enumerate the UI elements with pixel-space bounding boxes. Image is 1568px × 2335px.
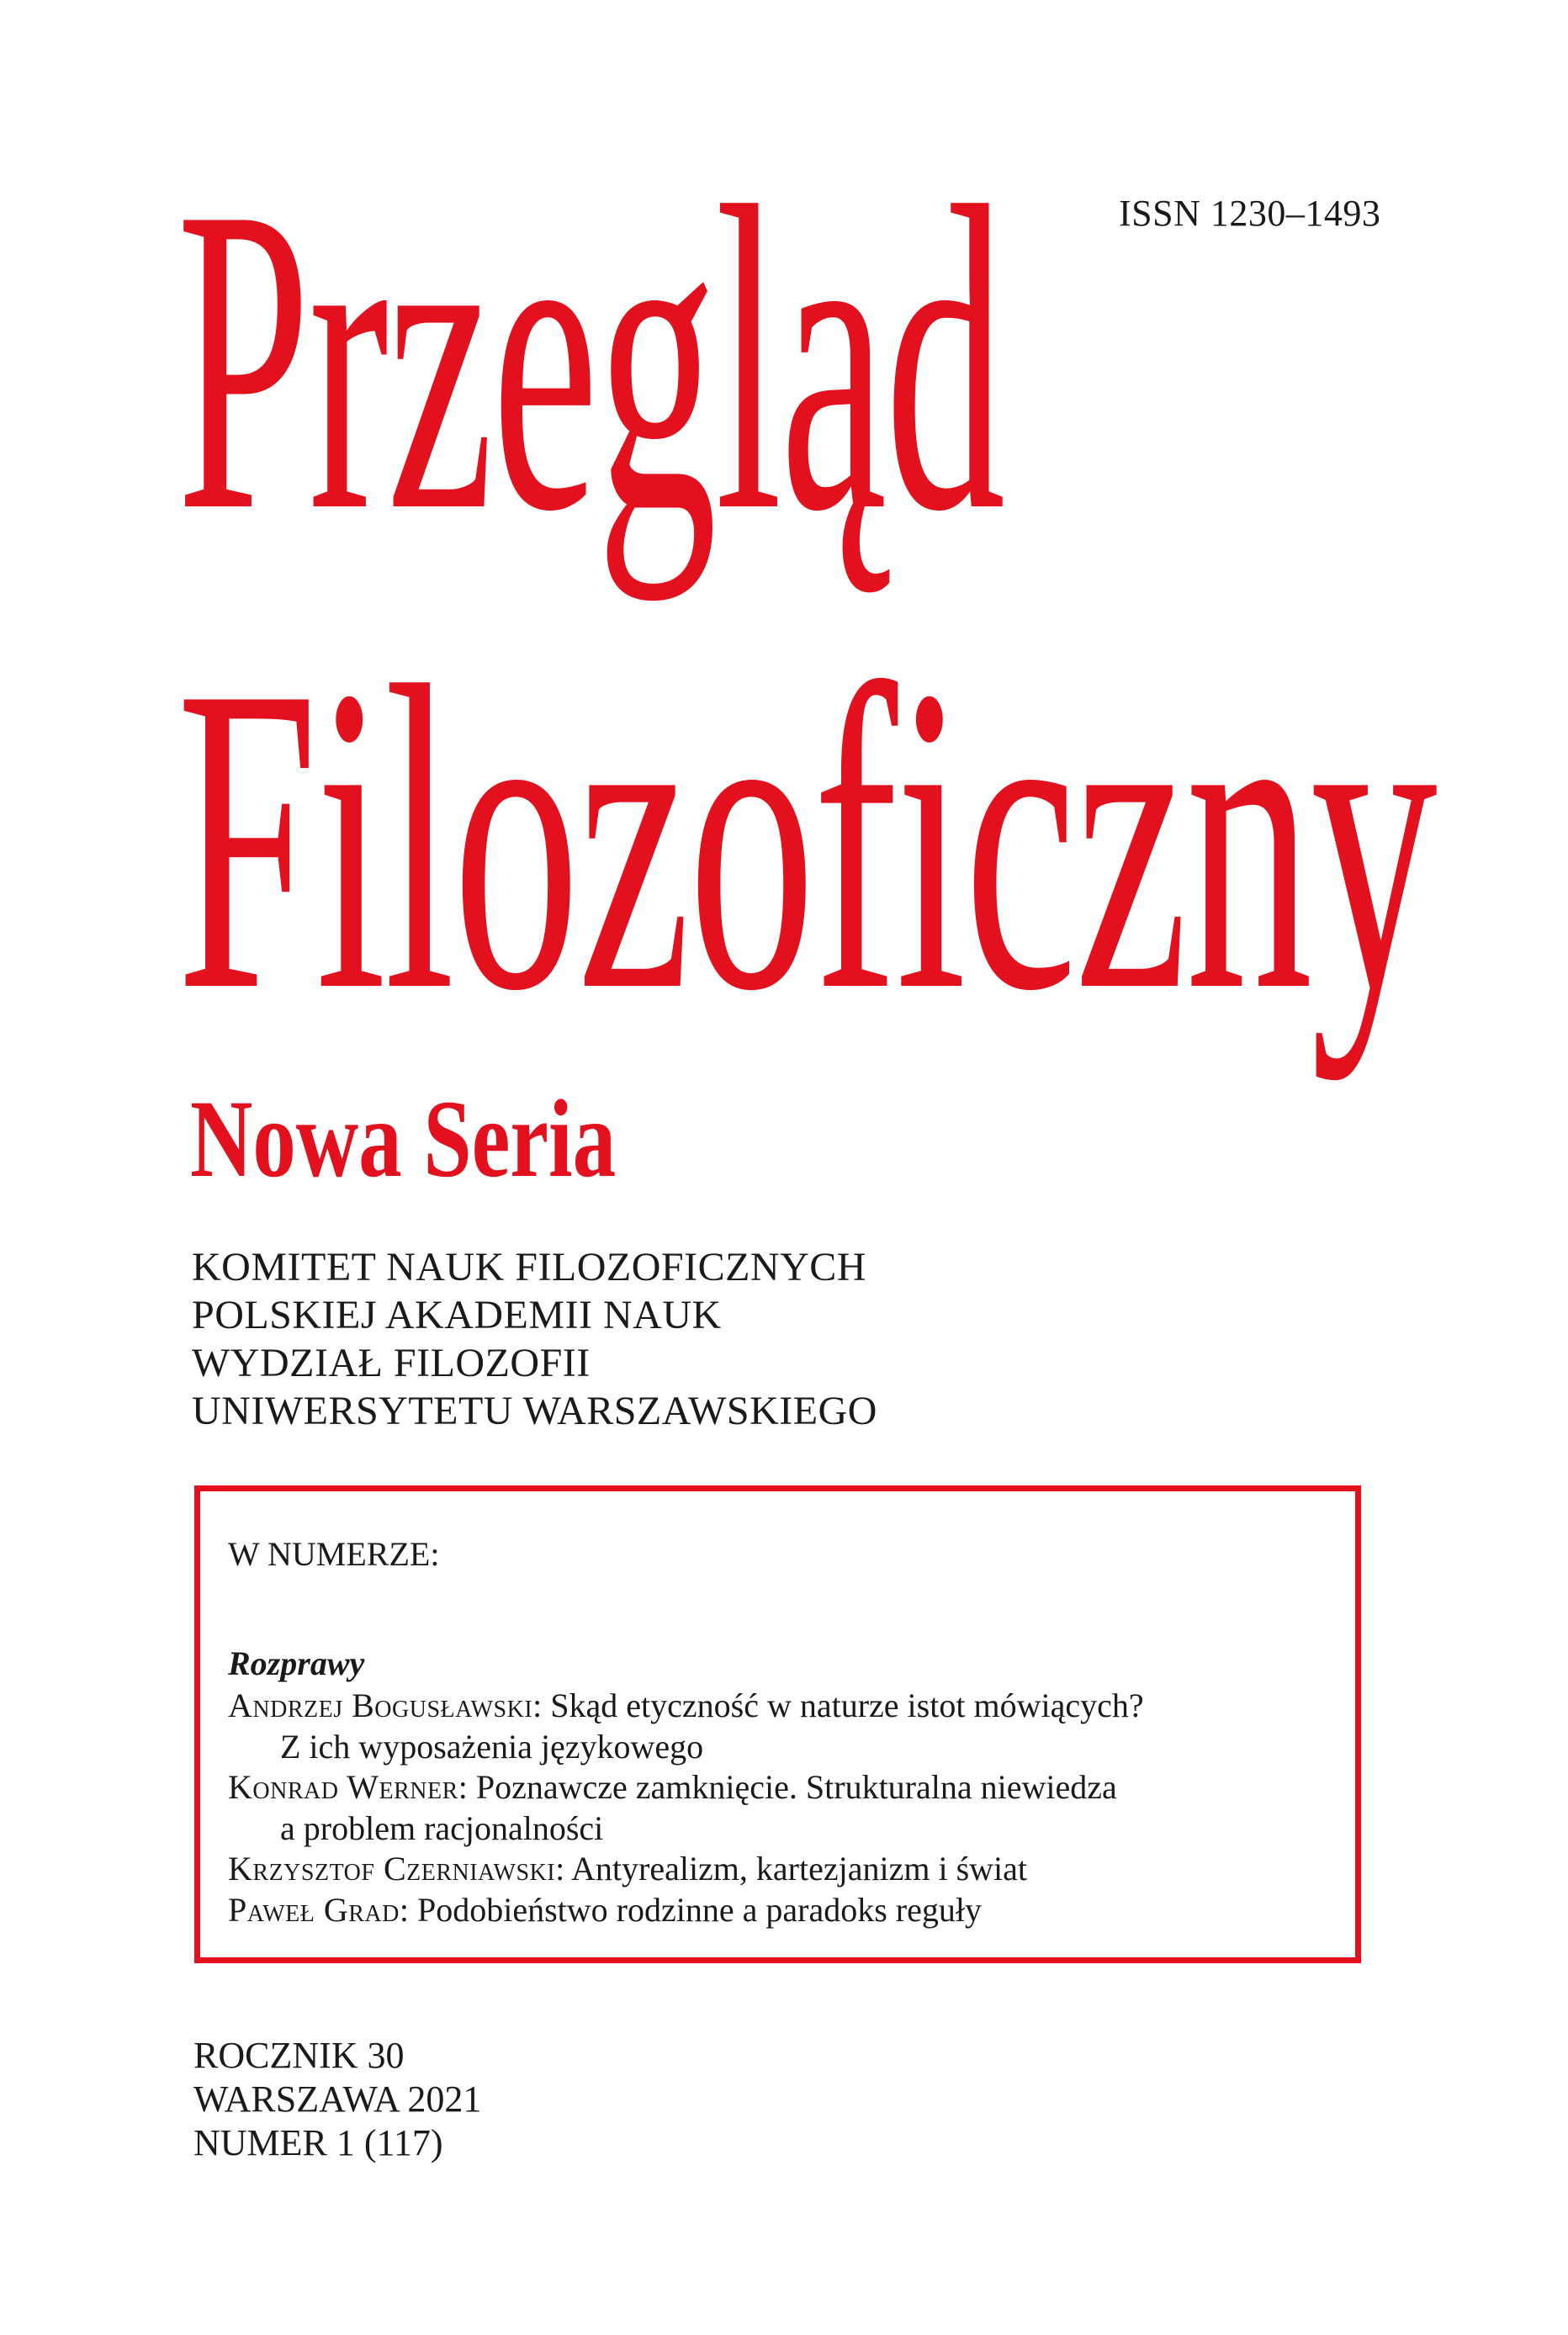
journal-title-line-1: Przegląd: [177, 118, 1004, 601]
article-entry: [228, 1767, 1144, 1849]
section-label: Rozprawy: [228, 1644, 365, 1682]
publisher-block: [192, 1243, 877, 1435]
article-author: Andrzej Bogusławski: [228, 1686, 533, 1724]
article-title-continuation: a problem racjonalności: [280, 1808, 604, 1847]
article-list: [228, 1686, 1144, 1930]
article-line: [228, 1890, 1144, 1931]
contents-header: W NUMERZE:: [228, 1535, 440, 1573]
publisher-line: POLSKIEJ AKADEMII NAUK: [192, 1293, 722, 1337]
article-title-continuation: Z ich wyposażenia językowego: [280, 1727, 704, 1766]
article-title: : Skąd etyczność w naturze istot mówiących?: [532, 1686, 1144, 1724]
issue-info: [193, 2034, 481, 2165]
article-line: [228, 1767, 1144, 1808]
journal-title-line-2: Filozoficzny: [177, 597, 1436, 1081]
publisher-line: WYDZIAŁ FILOZOFII: [192, 1341, 591, 1385]
issue-number-label: NUMER 1 (117): [193, 2122, 443, 2163]
article-entry: [228, 1686, 1144, 1767]
article-title: : Poznawcze zamknięcie. Strukturalna niewiedza: [458, 1768, 1117, 1806]
article-title: : Antyrealizm, kartezjanizm i świat: [555, 1850, 1028, 1888]
journal-subtitle: Nowa Seria: [190, 1077, 617, 1200]
article-entry: [228, 1890, 1144, 1931]
article-title: : Podobieństwo rodzinne a paradoks reguły: [399, 1890, 982, 1929]
article-author: Paweł Grad: [228, 1890, 400, 1929]
publisher-line: KOMITET NAUK FILOZOFICZNYCH: [192, 1245, 866, 1289]
article-entry: [228, 1849, 1144, 1890]
article-line: [228, 1686, 1144, 1727]
article-author: Konrad Werner: [228, 1768, 458, 1806]
issn-label: ISSN 1230–1493: [1119, 193, 1381, 234]
article-line: [228, 1849, 1144, 1890]
table-of-contents-box: [194, 1485, 1361, 1963]
article-author: Krzysztof Czerniawski: [228, 1850, 556, 1888]
volume-label: ROCZNIK 30: [193, 2035, 405, 2076]
publisher-line: UNIWERSYTETU WARSZAWSKIEGO: [192, 1389, 877, 1433]
place-year-label: WARSZAWA 2021: [193, 2078, 482, 2120]
